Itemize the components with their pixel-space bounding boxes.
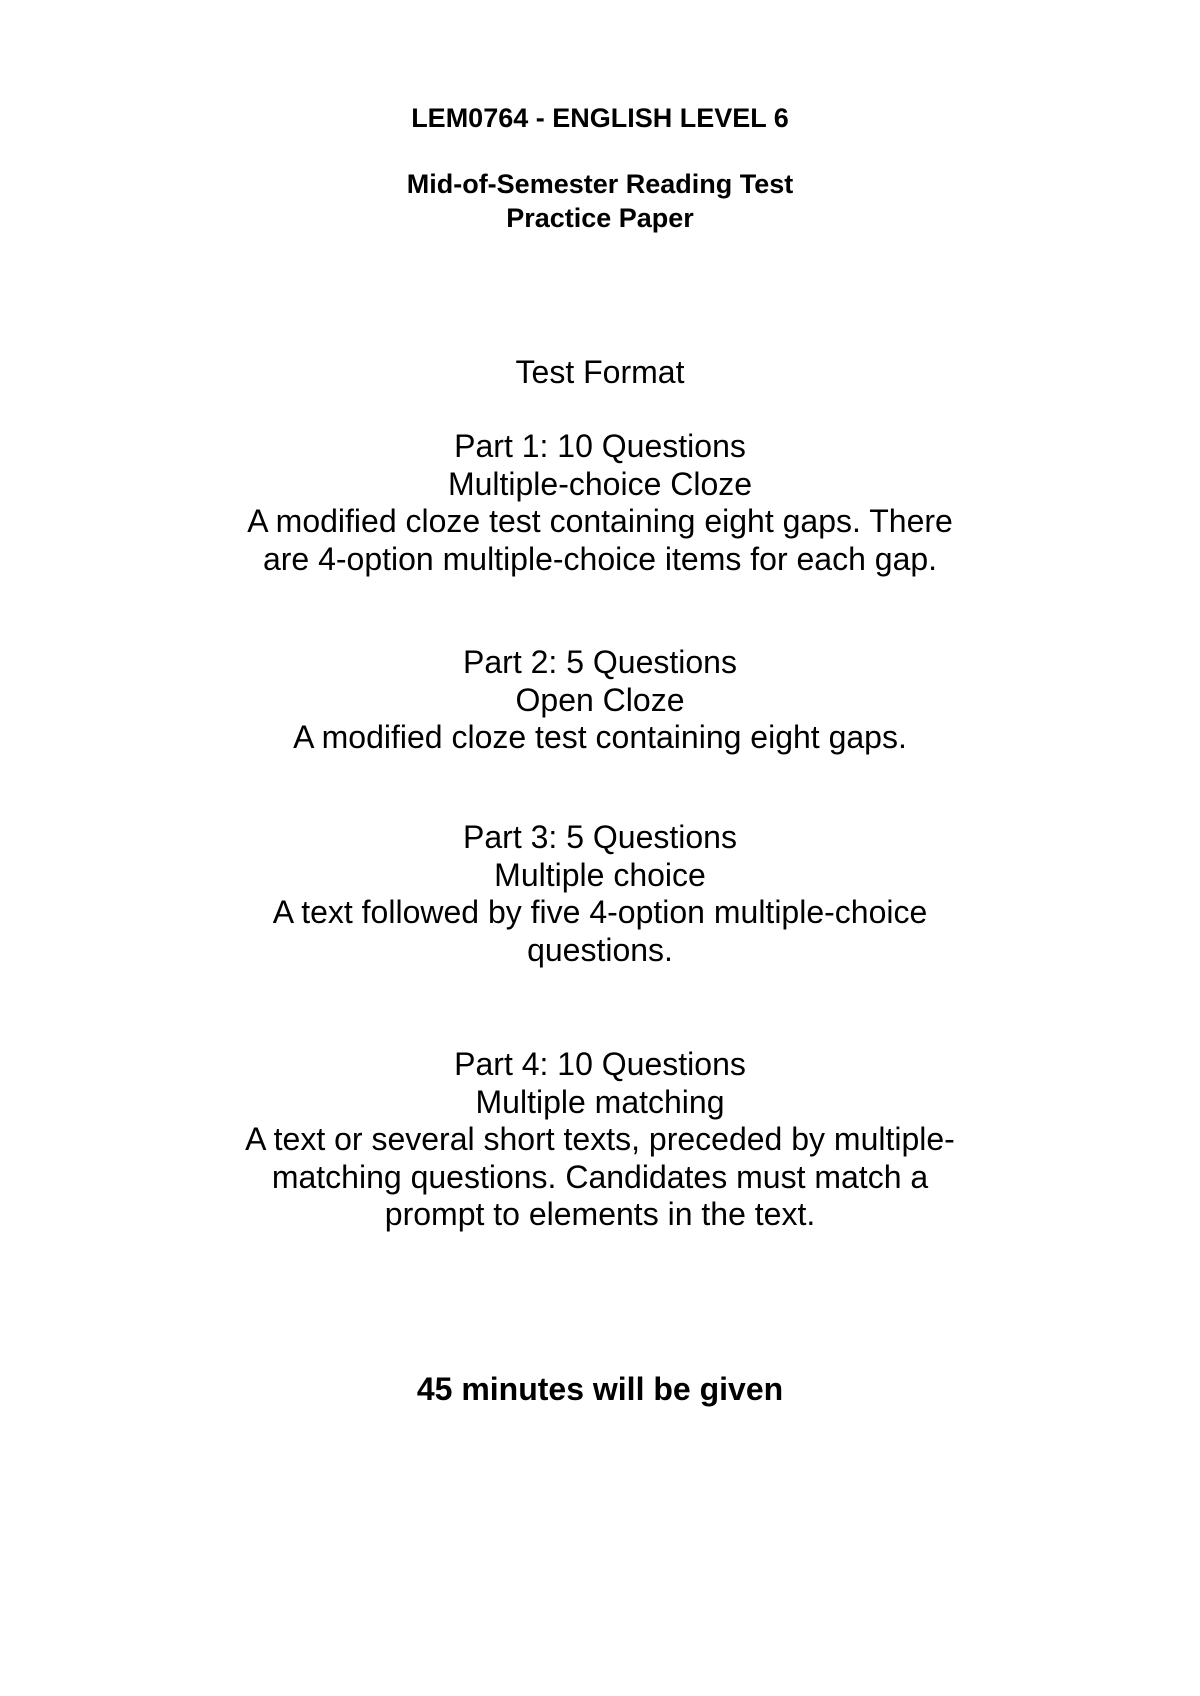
part-type: Open Cloze <box>515 681 685 718</box>
part-description-line: matching questions. Candidates must match a <box>271 1158 929 1195</box>
part-type: Multiple-choice Cloze <box>447 465 753 502</box>
part-4-section <box>200 1046 1000 1234</box>
part-description-line: A text followed by five 4-option multiple-choice <box>272 894 928 930</box>
part-heading: Part 1: 10 Questions <box>454 428 746 464</box>
part-description-line: are 4-option multiple-choice items for each gap. <box>262 540 938 577</box>
duration-note: 45 minutes will be given <box>416 1371 784 1407</box>
part-2-section <box>200 644 1000 757</box>
part-1-section <box>200 428 1000 578</box>
part-description-line: A text or several short texts, preceded by multiple- <box>245 1121 955 1157</box>
part-type: Multiple choice <box>494 856 706 893</box>
part-description-line: A modified cloze test containing eight gaps. <box>293 719 907 755</box>
test-format-heading: Test Format <box>515 354 685 390</box>
part-heading: Part 3: 5 Questions <box>463 819 737 855</box>
part-heading: Part 2: 5 Questions <box>463 644 737 680</box>
part-description-line: prompt to elements in the text. <box>384 1196 816 1232</box>
part-type: Multiple matching <box>475 1083 725 1120</box>
part-description-line: questions. <box>527 931 673 968</box>
course-code: LEM0764 - ENGLISH LEVEL 6 <box>411 103 789 133</box>
part-3-section <box>200 819 1000 969</box>
test-subtitle: Practice Paper <box>506 203 694 233</box>
part-heading: Part 4: 10 Questions <box>454 1046 746 1082</box>
test-title: Mid-of-Semester Reading Test <box>406 169 794 199</box>
part-description-line: A modified cloze test containing eight gaps. There <box>247 503 953 539</box>
